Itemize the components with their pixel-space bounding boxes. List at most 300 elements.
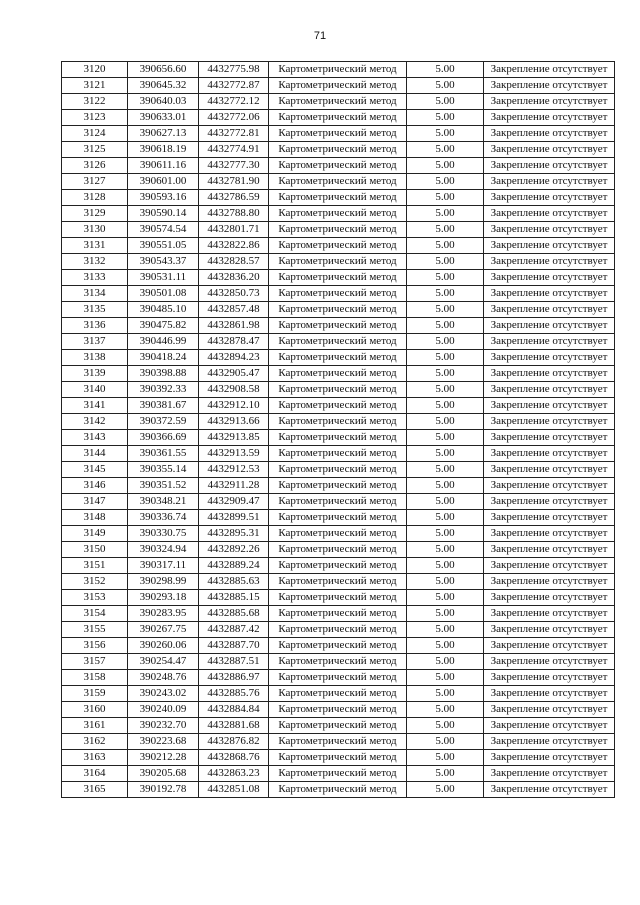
y-coordinate-cell: 4432909.47 bbox=[199, 494, 269, 510]
y-coordinate-cell: 4432774.91 bbox=[199, 142, 269, 158]
accuracy-cell: 5.00 bbox=[407, 670, 484, 686]
y-coordinate-cell: 4432887.42 bbox=[199, 622, 269, 638]
point-number-cell: 3138 bbox=[62, 350, 128, 366]
fixing-description-cell: Закрепление отсутствует bbox=[484, 782, 615, 798]
table-row bbox=[62, 222, 615, 238]
method-cell: Картометрический метод bbox=[269, 574, 407, 590]
fixing-description-cell: Закрепление отсутствует bbox=[484, 510, 615, 526]
method-cell: Картометрический метод bbox=[269, 302, 407, 318]
x-coordinate-cell: 390260.06 bbox=[128, 638, 199, 654]
accuracy-cell: 5.00 bbox=[407, 302, 484, 318]
table-row bbox=[62, 734, 615, 750]
fixing-description-cell: Закрепление отсутствует bbox=[484, 622, 615, 638]
point-number-cell: 3153 bbox=[62, 590, 128, 606]
point-number-cell: 3161 bbox=[62, 718, 128, 734]
point-number-cell: 3159 bbox=[62, 686, 128, 702]
fixing-description-cell: Закрепление отсутствует bbox=[484, 718, 615, 734]
method-cell: Картометрический метод bbox=[269, 190, 407, 206]
point-number-cell: 3142 bbox=[62, 414, 128, 430]
point-number-cell: 3135 bbox=[62, 302, 128, 318]
fixing-description-cell: Закрепление отсутствует bbox=[484, 126, 615, 142]
point-number-cell: 3140 bbox=[62, 382, 128, 398]
accuracy-cell: 5.00 bbox=[407, 334, 484, 350]
point-number-cell: 3125 bbox=[62, 142, 128, 158]
accuracy-cell: 5.00 bbox=[407, 190, 484, 206]
y-coordinate-cell: 4432777.30 bbox=[199, 158, 269, 174]
y-coordinate-cell: 4432772.12 bbox=[199, 94, 269, 110]
table-row bbox=[62, 494, 615, 510]
y-coordinate-cell: 4432908.58 bbox=[199, 382, 269, 398]
method-cell: Картометрический метод bbox=[269, 142, 407, 158]
y-coordinate-cell: 4432905.47 bbox=[199, 366, 269, 382]
method-cell: Картометрический метод bbox=[269, 606, 407, 622]
method-cell: Картометрический метод bbox=[269, 254, 407, 270]
x-coordinate-cell: 390248.76 bbox=[128, 670, 199, 686]
accuracy-cell: 5.00 bbox=[407, 766, 484, 782]
table-row bbox=[62, 558, 615, 574]
x-coordinate-cell: 390418.24 bbox=[128, 350, 199, 366]
accuracy-cell: 5.00 bbox=[407, 782, 484, 798]
method-cell: Картометрический метод bbox=[269, 670, 407, 686]
x-coordinate-cell: 390446.99 bbox=[128, 334, 199, 350]
x-coordinate-cell: 390501.08 bbox=[128, 286, 199, 302]
y-coordinate-cell: 4432772.87 bbox=[199, 78, 269, 94]
method-cell: Картометрический метод bbox=[269, 158, 407, 174]
x-coordinate-cell: 390618.19 bbox=[128, 142, 199, 158]
accuracy-cell: 5.00 bbox=[407, 686, 484, 702]
table-row bbox=[62, 302, 615, 318]
point-number-cell: 3121 bbox=[62, 78, 128, 94]
method-cell: Картометрический метод bbox=[269, 350, 407, 366]
x-coordinate-cell: 390232.70 bbox=[128, 718, 199, 734]
accuracy-cell: 5.00 bbox=[407, 94, 484, 110]
accuracy-cell: 5.00 bbox=[407, 446, 484, 462]
point-number-cell: 3129 bbox=[62, 206, 128, 222]
table-row bbox=[62, 270, 615, 286]
y-coordinate-cell: 4432861.98 bbox=[199, 318, 269, 334]
fixing-description-cell: Закрепление отсутствует bbox=[484, 654, 615, 670]
fixing-description-cell: Закрепление отсутствует bbox=[484, 270, 615, 286]
y-coordinate-cell: 4432899.51 bbox=[199, 510, 269, 526]
y-coordinate-cell: 4432912.10 bbox=[199, 398, 269, 414]
table-row bbox=[62, 78, 615, 94]
x-coordinate-cell: 390574.54 bbox=[128, 222, 199, 238]
table-row bbox=[62, 750, 615, 766]
method-cell: Картометрический метод bbox=[269, 78, 407, 94]
table-row bbox=[62, 350, 615, 366]
coordinates-table bbox=[61, 61, 615, 798]
table-row bbox=[62, 334, 615, 350]
x-coordinate-cell: 390336.74 bbox=[128, 510, 199, 526]
table-row bbox=[62, 478, 615, 494]
x-coordinate-cell: 390267.75 bbox=[128, 622, 199, 638]
y-coordinate-cell: 4432822.86 bbox=[199, 238, 269, 254]
point-number-cell: 3149 bbox=[62, 526, 128, 542]
fixing-description-cell: Закрепление отсутствует bbox=[484, 734, 615, 750]
fixing-description-cell: Закрепление отсутствует bbox=[484, 158, 615, 174]
x-coordinate-cell: 390381.67 bbox=[128, 398, 199, 414]
fixing-description-cell: Закрепление отсутствует bbox=[484, 238, 615, 254]
accuracy-cell: 5.00 bbox=[407, 606, 484, 622]
x-coordinate-cell: 390293.18 bbox=[128, 590, 199, 606]
accuracy-cell: 5.00 bbox=[407, 238, 484, 254]
table-row bbox=[62, 782, 615, 798]
y-coordinate-cell: 4432786.59 bbox=[199, 190, 269, 206]
x-coordinate-cell: 390645.32 bbox=[128, 78, 199, 94]
method-cell: Картометрический метод bbox=[269, 126, 407, 142]
x-coordinate-cell: 390283.95 bbox=[128, 606, 199, 622]
coordinates-table-body bbox=[62, 62, 615, 798]
method-cell: Картометрический метод bbox=[269, 734, 407, 750]
method-cell: Картометрический метод bbox=[269, 782, 407, 798]
fixing-description-cell: Закрепление отсутствует bbox=[484, 542, 615, 558]
x-coordinate-cell: 390348.21 bbox=[128, 494, 199, 510]
method-cell: Картометрический метод bbox=[269, 718, 407, 734]
accuracy-cell: 5.00 bbox=[407, 78, 484, 94]
accuracy-cell: 5.00 bbox=[407, 734, 484, 750]
point-number-cell: 3144 bbox=[62, 446, 128, 462]
point-number-cell: 3141 bbox=[62, 398, 128, 414]
point-number-cell: 3127 bbox=[62, 174, 128, 190]
y-coordinate-cell: 4432887.70 bbox=[199, 638, 269, 654]
point-number-cell: 3145 bbox=[62, 462, 128, 478]
method-cell: Картометрический метод bbox=[269, 478, 407, 494]
point-number-cell: 3165 bbox=[62, 782, 128, 798]
fixing-description-cell: Закрепление отсутствует bbox=[484, 494, 615, 510]
table-row bbox=[62, 158, 615, 174]
point-number-cell: 3133 bbox=[62, 270, 128, 286]
y-coordinate-cell: 4432913.85 bbox=[199, 430, 269, 446]
y-coordinate-cell: 4432851.08 bbox=[199, 782, 269, 798]
y-coordinate-cell: 4432894.23 bbox=[199, 350, 269, 366]
point-number-cell: 3132 bbox=[62, 254, 128, 270]
x-coordinate-cell: 390361.55 bbox=[128, 446, 199, 462]
fixing-description-cell: Закрепление отсутствует bbox=[484, 398, 615, 414]
accuracy-cell: 5.00 bbox=[407, 478, 484, 494]
table-row bbox=[62, 254, 615, 270]
method-cell: Картометрический метод bbox=[269, 766, 407, 782]
accuracy-cell: 5.00 bbox=[407, 542, 484, 558]
point-number-cell: 3156 bbox=[62, 638, 128, 654]
accuracy-cell: 5.00 bbox=[407, 286, 484, 302]
fixing-description-cell: Закрепление отсутствует bbox=[484, 302, 615, 318]
fixing-description-cell: Закрепление отсутствует bbox=[484, 206, 615, 222]
table-row bbox=[62, 510, 615, 526]
method-cell: Картометрический метод bbox=[269, 462, 407, 478]
x-coordinate-cell: 390317.11 bbox=[128, 558, 199, 574]
table-row bbox=[62, 238, 615, 254]
y-coordinate-cell: 4432889.24 bbox=[199, 558, 269, 574]
method-cell: Картометрический метод bbox=[269, 366, 407, 382]
x-coordinate-cell: 390627.13 bbox=[128, 126, 199, 142]
method-cell: Картометрический метод bbox=[269, 638, 407, 654]
method-cell: Картометрический метод bbox=[269, 654, 407, 670]
x-coordinate-cell: 390240.09 bbox=[128, 702, 199, 718]
x-coordinate-cell: 390656.60 bbox=[128, 62, 199, 78]
y-coordinate-cell: 4432885.76 bbox=[199, 686, 269, 702]
method-cell: Картометрический метод bbox=[269, 222, 407, 238]
x-coordinate-cell: 390298.99 bbox=[128, 574, 199, 590]
point-number-cell: 3120 bbox=[62, 62, 128, 78]
accuracy-cell: 5.00 bbox=[407, 718, 484, 734]
fixing-description-cell: Закрепление отсутствует bbox=[484, 142, 615, 158]
x-coordinate-cell: 390485.10 bbox=[128, 302, 199, 318]
x-coordinate-cell: 390551.05 bbox=[128, 238, 199, 254]
point-number-cell: 3123 bbox=[62, 110, 128, 126]
table-row bbox=[62, 542, 615, 558]
method-cell: Картометрический метод bbox=[269, 206, 407, 222]
accuracy-cell: 5.00 bbox=[407, 158, 484, 174]
accuracy-cell: 5.00 bbox=[407, 254, 484, 270]
fixing-description-cell: Закрепление отсутствует bbox=[484, 686, 615, 702]
method-cell: Картометрический метод bbox=[269, 270, 407, 286]
fixing-description-cell: Закрепление отсутствует bbox=[484, 638, 615, 654]
point-number-cell: 3147 bbox=[62, 494, 128, 510]
table-row bbox=[62, 638, 615, 654]
x-coordinate-cell: 390355.14 bbox=[128, 462, 199, 478]
fixing-description-cell: Закрепление отсутствует bbox=[484, 558, 615, 574]
fixing-description-cell: Закрепление отсутствует bbox=[484, 430, 615, 446]
y-coordinate-cell: 4432881.68 bbox=[199, 718, 269, 734]
fixing-description-cell: Закрепление отсутствует bbox=[484, 62, 615, 78]
point-number-cell: 3163 bbox=[62, 750, 128, 766]
x-coordinate-cell: 390254.47 bbox=[128, 654, 199, 670]
method-cell: Картометрический метод bbox=[269, 686, 407, 702]
x-coordinate-cell: 390324.94 bbox=[128, 542, 199, 558]
point-number-cell: 3146 bbox=[62, 478, 128, 494]
fixing-description-cell: Закрепление отсутствует bbox=[484, 190, 615, 206]
point-number-cell: 3124 bbox=[62, 126, 128, 142]
y-coordinate-cell: 4432913.59 bbox=[199, 446, 269, 462]
x-coordinate-cell: 390633.01 bbox=[128, 110, 199, 126]
accuracy-cell: 5.00 bbox=[407, 574, 484, 590]
point-number-cell: 3151 bbox=[62, 558, 128, 574]
table-row bbox=[62, 286, 615, 302]
method-cell: Картометрический метод bbox=[269, 750, 407, 766]
fixing-description-cell: Закрепление отсутствует bbox=[484, 590, 615, 606]
y-coordinate-cell: 4432876.82 bbox=[199, 734, 269, 750]
point-number-cell: 3137 bbox=[62, 334, 128, 350]
table-row bbox=[62, 654, 615, 670]
point-number-cell: 3152 bbox=[62, 574, 128, 590]
fixing-description-cell: Закрепление отсутствует bbox=[484, 750, 615, 766]
accuracy-cell: 5.00 bbox=[407, 510, 484, 526]
fixing-description-cell: Закрепление отсутствует bbox=[484, 702, 615, 718]
accuracy-cell: 5.00 bbox=[407, 654, 484, 670]
point-number-cell: 3157 bbox=[62, 654, 128, 670]
method-cell: Картометрический метод bbox=[269, 510, 407, 526]
accuracy-cell: 5.00 bbox=[407, 350, 484, 366]
table-row bbox=[62, 206, 615, 222]
y-coordinate-cell: 4432885.15 bbox=[199, 590, 269, 606]
fixing-description-cell: Закрепление отсутствует bbox=[484, 414, 615, 430]
x-coordinate-cell: 390590.14 bbox=[128, 206, 199, 222]
fixing-description-cell: Закрепление отсутствует bbox=[484, 334, 615, 350]
fixing-description-cell: Закрепление отсутствует bbox=[484, 174, 615, 190]
x-coordinate-cell: 390398.88 bbox=[128, 366, 199, 382]
accuracy-cell: 5.00 bbox=[407, 430, 484, 446]
x-coordinate-cell: 390611.16 bbox=[128, 158, 199, 174]
page-number: 71 bbox=[313, 30, 327, 42]
y-coordinate-cell: 4432857.48 bbox=[199, 302, 269, 318]
x-coordinate-cell: 390330.75 bbox=[128, 526, 199, 542]
x-coordinate-cell: 390593.16 bbox=[128, 190, 199, 206]
fixing-description-cell: Закрепление отсутствует bbox=[484, 574, 615, 590]
fixing-description-cell: Закрепление отсутствует bbox=[484, 478, 615, 494]
y-coordinate-cell: 4432913.66 bbox=[199, 414, 269, 430]
point-number-cell: 3164 bbox=[62, 766, 128, 782]
table-row bbox=[62, 366, 615, 382]
x-coordinate-cell: 390243.02 bbox=[128, 686, 199, 702]
y-coordinate-cell: 4432885.63 bbox=[199, 574, 269, 590]
table-row bbox=[62, 718, 615, 734]
x-coordinate-cell: 390223.68 bbox=[128, 734, 199, 750]
y-coordinate-cell: 4432828.57 bbox=[199, 254, 269, 270]
accuracy-cell: 5.00 bbox=[407, 142, 484, 158]
accuracy-cell: 5.00 bbox=[407, 590, 484, 606]
method-cell: Картометрический метод bbox=[269, 62, 407, 78]
table-row bbox=[62, 686, 615, 702]
x-coordinate-cell: 390475.82 bbox=[128, 318, 199, 334]
x-coordinate-cell: 390351.52 bbox=[128, 478, 199, 494]
y-coordinate-cell: 4432886.97 bbox=[199, 670, 269, 686]
table-row bbox=[62, 318, 615, 334]
point-number-cell: 3155 bbox=[62, 622, 128, 638]
method-cell: Картометрический метод bbox=[269, 430, 407, 446]
fixing-description-cell: Закрепление отсутствует bbox=[484, 606, 615, 622]
table-row bbox=[62, 94, 615, 110]
y-coordinate-cell: 4432911.28 bbox=[199, 478, 269, 494]
accuracy-cell: 5.00 bbox=[407, 126, 484, 142]
accuracy-cell: 5.00 bbox=[407, 174, 484, 190]
y-coordinate-cell: 4432850.73 bbox=[199, 286, 269, 302]
y-coordinate-cell: 4432781.90 bbox=[199, 174, 269, 190]
point-number-cell: 3148 bbox=[62, 510, 128, 526]
point-number-cell: 3128 bbox=[62, 190, 128, 206]
accuracy-cell: 5.00 bbox=[407, 270, 484, 286]
accuracy-cell: 5.00 bbox=[407, 206, 484, 222]
fixing-description-cell: Закрепление отсутствует bbox=[484, 110, 615, 126]
point-number-cell: 3126 bbox=[62, 158, 128, 174]
y-coordinate-cell: 4432895.31 bbox=[199, 526, 269, 542]
table-row bbox=[62, 110, 615, 126]
point-number-cell: 3160 bbox=[62, 702, 128, 718]
accuracy-cell: 5.00 bbox=[407, 494, 484, 510]
table-row bbox=[62, 142, 615, 158]
fixing-description-cell: Закрепление отсутствует bbox=[484, 94, 615, 110]
accuracy-cell: 5.00 bbox=[407, 222, 484, 238]
y-coordinate-cell: 4432892.26 bbox=[199, 542, 269, 558]
fixing-description-cell: Закрепление отсутствует bbox=[484, 382, 615, 398]
y-coordinate-cell: 4432912.53 bbox=[199, 462, 269, 478]
table-row bbox=[62, 126, 615, 142]
accuracy-cell: 5.00 bbox=[407, 62, 484, 78]
method-cell: Картометрический метод bbox=[269, 446, 407, 462]
y-coordinate-cell: 4432885.68 bbox=[199, 606, 269, 622]
method-cell: Картометрический метод bbox=[269, 398, 407, 414]
point-number-cell: 3162 bbox=[62, 734, 128, 750]
fixing-description-cell: Закрепление отсутствует bbox=[484, 350, 615, 366]
table-row bbox=[62, 414, 615, 430]
accuracy-cell: 5.00 bbox=[407, 638, 484, 654]
accuracy-cell: 5.00 bbox=[407, 558, 484, 574]
method-cell: Картометрический метод bbox=[269, 110, 407, 126]
point-number-cell: 3154 bbox=[62, 606, 128, 622]
y-coordinate-cell: 4432884.84 bbox=[199, 702, 269, 718]
fixing-description-cell: Закрепление отсутствует bbox=[484, 78, 615, 94]
accuracy-cell: 5.00 bbox=[407, 462, 484, 478]
y-coordinate-cell: 4432863.23 bbox=[199, 766, 269, 782]
table-row bbox=[62, 382, 615, 398]
fixing-description-cell: Закрепление отсутствует bbox=[484, 446, 615, 462]
x-coordinate-cell: 390212.28 bbox=[128, 750, 199, 766]
accuracy-cell: 5.00 bbox=[407, 414, 484, 430]
table-row bbox=[62, 398, 615, 414]
accuracy-cell: 5.00 bbox=[407, 366, 484, 382]
fixing-description-cell: Закрепление отсутствует bbox=[484, 766, 615, 782]
fixing-description-cell: Закрепление отсутствует bbox=[484, 254, 615, 270]
x-coordinate-cell: 390192.78 bbox=[128, 782, 199, 798]
table-row bbox=[62, 622, 615, 638]
table-row bbox=[62, 190, 615, 206]
table-row bbox=[62, 670, 615, 686]
accuracy-cell: 5.00 bbox=[407, 382, 484, 398]
point-number-cell: 3134 bbox=[62, 286, 128, 302]
x-coordinate-cell: 390543.37 bbox=[128, 254, 199, 270]
method-cell: Картометрический метод bbox=[269, 558, 407, 574]
x-coordinate-cell: 390640.03 bbox=[128, 94, 199, 110]
method-cell: Картометрический метод bbox=[269, 542, 407, 558]
x-coordinate-cell: 390372.59 bbox=[128, 414, 199, 430]
method-cell: Картометрический метод bbox=[269, 318, 407, 334]
point-number-cell: 3139 bbox=[62, 366, 128, 382]
fixing-description-cell: Закрепление отсутствует bbox=[484, 462, 615, 478]
method-cell: Картометрический метод bbox=[269, 494, 407, 510]
accuracy-cell: 5.00 bbox=[407, 702, 484, 718]
accuracy-cell: 5.00 bbox=[407, 398, 484, 414]
fixing-description-cell: Закрепление отсутствует bbox=[484, 526, 615, 542]
table-row bbox=[62, 606, 615, 622]
fixing-description-cell: Закрепление отсутствует bbox=[484, 670, 615, 686]
table-row bbox=[62, 462, 615, 478]
y-coordinate-cell: 4432801.71 bbox=[199, 222, 269, 238]
table-row bbox=[62, 62, 615, 78]
y-coordinate-cell: 4432788.80 bbox=[199, 206, 269, 222]
y-coordinate-cell: 4432868.76 bbox=[199, 750, 269, 766]
method-cell: Картометрический метод bbox=[269, 286, 407, 302]
method-cell: Картометрический метод bbox=[269, 702, 407, 718]
table-row bbox=[62, 702, 615, 718]
accuracy-cell: 5.00 bbox=[407, 318, 484, 334]
y-coordinate-cell: 4432772.81 bbox=[199, 126, 269, 142]
x-coordinate-cell: 390392.33 bbox=[128, 382, 199, 398]
method-cell: Картометрический метод bbox=[269, 334, 407, 350]
point-number-cell: 3131 bbox=[62, 238, 128, 254]
y-coordinate-cell: 4432836.20 bbox=[199, 270, 269, 286]
accuracy-cell: 5.00 bbox=[407, 622, 484, 638]
fixing-description-cell: Закрепление отсутствует bbox=[484, 286, 615, 302]
point-number-cell: 3143 bbox=[62, 430, 128, 446]
table-row bbox=[62, 766, 615, 782]
y-coordinate-cell: 4432772.06 bbox=[199, 110, 269, 126]
method-cell: Картометрический метод bbox=[269, 622, 407, 638]
y-coordinate-cell: 4432878.47 bbox=[199, 334, 269, 350]
x-coordinate-cell: 390366.69 bbox=[128, 430, 199, 446]
fixing-description-cell: Закрепление отсутствует bbox=[484, 366, 615, 382]
point-number-cell: 3130 bbox=[62, 222, 128, 238]
point-number-cell: 3136 bbox=[62, 318, 128, 334]
method-cell: Картометрический метод bbox=[269, 526, 407, 542]
